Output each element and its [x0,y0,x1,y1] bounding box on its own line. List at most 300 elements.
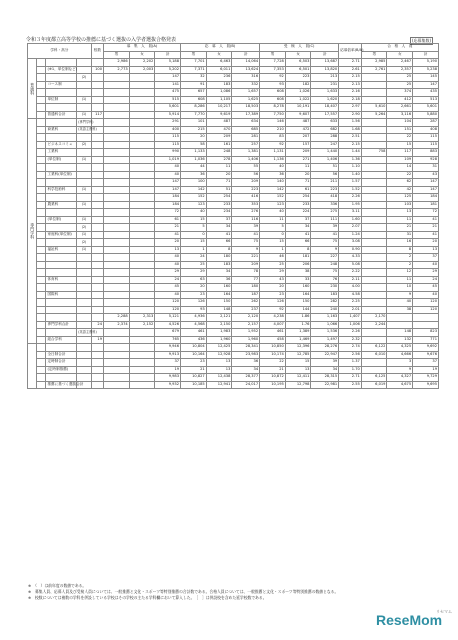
table-cell: 29 [181,269,207,277]
table-cell [104,171,130,179]
table-cell [129,96,155,104]
table-cell: 4,526 [155,321,181,329]
table-cell [361,179,387,187]
table-cell [104,104,130,112]
row-tag [77,254,91,262]
row-tag [77,344,91,352]
row-tag [77,276,91,284]
school-count [91,186,103,194]
logo-sub: リセマム [436,609,452,614]
table-cell: 13,820 [311,66,339,74]
row-label: (単位制) [46,156,77,164]
table-cell: 13 [206,359,232,367]
footnote: ※ （ ）は前年度の数値である。 [28,583,87,588]
table-cell [104,351,130,359]
school-count [91,224,103,232]
table-row [28,381,439,389]
table-cell: 990 [155,149,181,157]
header-school-count: 校数 [91,44,103,59]
table-cell: 608 [260,96,286,104]
table-cell: 487 [285,119,311,127]
school-count [91,276,103,284]
table-cell: 36 [206,276,232,284]
table-cell: 37 [206,216,232,224]
table-cell: 123 [260,201,286,209]
row-label [46,284,77,292]
table-cell [129,134,155,142]
table-cell: 6,011 [206,66,232,74]
table-cell: 115 [155,134,181,142]
table-cell [104,231,130,239]
table-cell [104,141,130,149]
row-label: 定時制合計 [46,359,77,367]
table-cell [361,366,387,374]
row-label [46,119,77,127]
table-cell [104,336,130,344]
table-row [28,96,439,104]
table-cell: 254 [206,194,232,202]
table-cell: 7,371 [181,66,207,74]
row-tag: (1) [77,186,91,194]
table-cell: 1,026 [285,89,311,97]
table-cell: 1,620 [311,96,339,104]
table-cell: 46 [260,254,286,262]
table-cell [104,246,130,254]
table-cell: 1,086 [206,89,232,97]
table-cell: 3,116 [387,111,413,119]
table-cell: 45 [413,284,439,292]
row-subgroup [37,299,46,307]
row-label [46,269,77,277]
table-cell: 13 [155,246,181,254]
table-cell: 10 [387,284,413,292]
table-cell: 221 [232,254,260,262]
table-row [28,164,439,172]
table-cell: 4.58 [339,291,362,299]
table-cell: 2 [387,261,413,269]
row-subgroup [37,201,46,209]
table-cell: 11 [285,164,311,172]
table-cell: 164 [285,291,311,299]
table-cell: 29 [155,269,181,277]
table-cell: 29 [260,269,286,277]
table-cell: 38 [285,269,311,277]
table-cell: 34 [206,269,232,277]
table-cell: 40 [155,291,181,299]
table-row [28,224,439,232]
table-cell: 1.95 [339,201,362,209]
table-cell: 6,463 [206,59,232,67]
table-cell: 418 [311,194,339,202]
table-cell: 2.11 [339,276,362,284]
table-cell [104,366,130,374]
table-cell: 56 [232,171,260,179]
table-cell: 6,503 [285,59,311,67]
row-tag [77,164,91,172]
table-cell: 4,568 [181,321,207,329]
row-label [46,314,77,322]
table-cell [104,269,130,277]
row-subgroup [37,224,46,232]
table-cell: 224 [285,209,311,217]
table-cell: 37 [413,254,439,262]
header-female: 女 [285,51,311,59]
table-cell: 23 [260,291,286,299]
table-cell [104,374,130,382]
table-cell: 93 [181,306,207,314]
table-cell: 151 [387,126,413,134]
table-cell: 6,125 [361,374,387,382]
school-count [91,374,103,382]
table-cell: 1,136 [260,156,286,164]
table-cell [361,239,387,247]
table-cell: 1,625 [232,96,260,104]
table-cell [361,96,387,104]
table-cell: 9 [232,246,260,254]
table-cell: 180 [232,284,260,292]
row-tag [77,194,91,202]
row-tag [77,306,91,314]
table-cell: 10,164 [181,351,207,359]
table-cell: 40 [413,291,439,299]
table-cell: 9 [311,246,339,254]
table-cell: 104 [387,119,413,127]
table-cell: 5,190 [413,59,439,67]
table-cell: 5,238 [413,66,439,74]
table-cell: 34 [232,366,260,374]
school-count [91,134,103,142]
table-cell: 12,928 [206,351,232,359]
row-subgroup [37,246,46,254]
table-cell: 207 [285,134,311,142]
table-cell: 182 [285,81,311,89]
table-cell: 5,202 [155,66,181,74]
table-cell: 41 [155,231,181,239]
school-count [91,59,103,67]
school-count [91,366,103,374]
table-cell: 20 [285,171,311,179]
row-subgroup [37,321,46,329]
table-cell: 1,133 [181,149,207,157]
table-cell [104,134,130,142]
row-tag: (英語主教科) [77,329,91,337]
table-cell: 2,761 [361,66,387,74]
table-cell: 353 [232,201,260,209]
table-cell: 34 [311,366,339,374]
table-cell [129,179,155,187]
table-cell: 209 [206,134,232,142]
table-cell: 7,701 [181,59,207,67]
row-subgroup [37,329,46,337]
table-cell [104,186,130,194]
school-count: 19 [91,336,103,344]
table-cell: 187 [232,291,260,299]
school-count [91,239,103,247]
table-cell [104,216,130,224]
table-row [28,179,439,187]
table-cell: 147 [413,186,439,194]
table-cell: 608 [260,89,286,97]
table-cell: 25 [181,261,207,269]
table-cell: 22 [387,134,413,142]
table-cell: 15 [260,239,286,247]
school-count [91,81,103,89]
table-cell: 58 [181,141,207,149]
table-cell [129,186,155,194]
table-cell [361,156,387,164]
table-cell: 1,952 [232,329,260,337]
table-cell: 634 [232,119,260,127]
table-cell: 126 [181,299,207,307]
table-cell: 16 [387,239,413,247]
table-cell: 140 [260,179,286,187]
table-cell: 2,357 [387,66,413,74]
row-label: 農業科 [46,201,77,209]
table-cell: 5,880 [413,111,439,119]
row-subgroup [37,126,46,134]
table-cell: 83 [260,134,286,142]
row-tag [77,171,91,179]
table-cell [104,329,130,337]
school-count [91,299,103,307]
table-cell: 12,396 [285,344,311,352]
table-cell: 472 [285,126,311,134]
table-cell: 5,264 [361,111,387,119]
table-cell: 1 [260,246,286,254]
table-cell: 1,389 [285,329,311,337]
school-count [91,254,103,262]
table-row [28,149,439,157]
table-cell: 1.37 [339,359,362,367]
table-cell: 5,121 [155,314,181,322]
table-cell: 28,377 [232,374,260,382]
table-cell: 75 [232,239,260,247]
table-cell [104,111,130,119]
table-cell: 24 [413,276,439,284]
row-subgroup [37,104,46,112]
table-cell: 160 [206,284,232,292]
table-cell: 157 [285,141,311,149]
table-cell: 14 [387,164,413,172]
table-cell: 248 [311,261,339,269]
resemom-logo [374,605,454,635]
row-tag: (1) [77,96,91,104]
row-subgroup [37,156,46,164]
table-cell: 10,217 [206,104,232,112]
table-cell: 9,676 [413,351,439,359]
footnote: ※ 校数については複数の学科を併設している学校はその学校の主たる学科欄において算入した。［ ］は併設校を含めた延学校数である。 [28,595,267,600]
school-count [91,141,103,149]
table-cell: 78 [232,269,260,277]
table-cell: 19 [155,366,181,374]
row-tag: (2) [77,141,91,149]
school-count [91,179,103,187]
table-cell: 13,687 [311,59,339,67]
table-cell: 117 [387,149,413,157]
table-cell: 40 [155,164,181,172]
table-cell: 21 [413,224,439,232]
table-cell [104,119,130,127]
school-count [91,381,103,389]
table-cell: 5,601 [413,104,439,112]
table-cell: 223 [285,74,311,82]
table-cell [129,111,155,119]
table-row [28,344,439,352]
table-cell: 291 [155,119,181,127]
table-cell [104,224,130,232]
table-cell: 1.68 [339,126,362,134]
table-row [28,231,439,239]
row-tag [77,299,91,307]
table-cell [129,329,155,337]
row-tag [77,261,91,269]
table-cell [129,194,155,202]
table-cell: 164 [206,291,232,299]
table-cell: 123 [181,201,207,209]
table-cell: 1,407 [339,314,362,322]
table-cell: 0 [260,231,286,239]
table-cell [129,381,155,389]
table-cell: 146 [260,119,286,127]
table-row [28,81,439,89]
table-cell: 1,960 [206,336,232,344]
table-cell: 5 [181,224,207,232]
table-cell: 1,440 [311,149,339,157]
table-cell: 928 [413,156,439,164]
header-female: 女 [129,51,155,59]
table-cell: 13 [413,246,439,254]
school-count [91,314,103,322]
row-subgroup [37,66,46,74]
table-cell [361,284,387,292]
table-row [28,186,439,194]
group-spacer [28,344,37,389]
table-cell [361,134,387,142]
table-cell: 1,019 [155,156,181,164]
table-cell [104,284,130,292]
table-cell: 24 [155,276,181,284]
row-label: (※1、単位制など) [46,66,77,74]
table-cell: 2.56 [339,351,362,359]
table-cell: 332 [232,81,260,89]
table-cell: 685 [232,126,260,134]
table-cell: 461 [181,329,207,337]
table-cell: 183 [311,291,339,299]
table-cell: 41 [413,231,439,239]
table-cell: 43 [260,276,286,284]
row-subgroup [37,336,46,344]
table-cell: 184 [155,201,181,209]
table-cell: 12,411 [285,374,311,382]
table-cell [129,171,155,179]
table-cell: 9,729 [413,374,439,382]
row-subgroup [37,59,46,67]
table-cell: 1,657 [232,89,260,97]
table-cell: 15 [181,216,207,224]
table-cell: 6,501 [285,66,311,74]
table-cell: 2.97 [339,104,362,112]
table-cell: 2.13 [339,81,362,89]
table-cell [361,171,387,179]
table-cell: 10,804 [181,344,207,352]
school-count [91,359,103,367]
table-cell: 2,313 [129,314,155,322]
table-cell [361,141,387,149]
table-cell: 40 [260,164,286,172]
table-cell: 13 [285,366,311,374]
table-cell: 4,936 [181,314,207,322]
school-count [91,156,103,164]
table-cell: 515 [155,96,181,104]
table-cell: 1,469 [285,336,311,344]
table-cell: 120 [413,299,439,307]
table-cell [129,254,155,262]
table-row [28,74,439,82]
table-cell: 2,985 [361,59,387,67]
table-cell: 7,770 [181,111,207,119]
row-tag: (2) [77,74,91,82]
row-tag: (2) [77,224,91,232]
table-cell: 412 [387,96,413,104]
table-cell: 12,785 [285,351,311,359]
row-tag [77,321,91,329]
table-cell: 22 [260,359,286,367]
row-label: 全日制合計 [46,351,77,359]
row-subgroup [37,96,46,104]
table-row [28,284,439,292]
table-cell: 34 [285,224,311,232]
table-cell [129,366,155,374]
table-row [28,201,439,209]
table-cell: 1,960 [232,336,260,344]
table-cell: 20 [260,284,286,292]
row-tag: (1) [77,231,91,239]
table-cell [104,239,130,247]
table-cell: 209 [232,261,260,269]
table-cell: 36 [260,171,286,179]
header-female: 女 [206,51,232,59]
table-cell: 41 [206,231,232,239]
table-cell: 10,195 [260,381,286,389]
table-body [28,59,439,389]
table-cell: 18,503 [232,104,260,112]
table-cell: 278 [206,156,232,164]
table-cell: 150 [206,299,232,307]
table-cell: 75 [311,269,339,277]
school-count [91,201,103,209]
header-male: 男 [181,51,207,59]
row-tag [77,66,91,74]
table-cell: 1,131 [260,149,286,157]
table-row [28,336,439,344]
table-cell: 92 [260,74,286,82]
table-cell: 103 [387,201,413,209]
table-cell: 10,827 [181,374,207,382]
header-passed: 合 格 人 員 [361,44,438,52]
table-cell: 20 [181,134,207,142]
table-cell [129,164,155,172]
row-subgroup [37,261,46,269]
table-cell: 257 [232,141,260,149]
table-cell: 2.15 [339,74,362,82]
table-cell: 461 [260,329,286,337]
table-cell: 77 [232,276,260,284]
table-cell: 66 [285,239,311,247]
school-count: 117 [91,111,103,119]
row-subgroup [37,164,46,172]
table-cell: 336 [311,201,339,209]
table-cell: 20 [155,239,181,247]
